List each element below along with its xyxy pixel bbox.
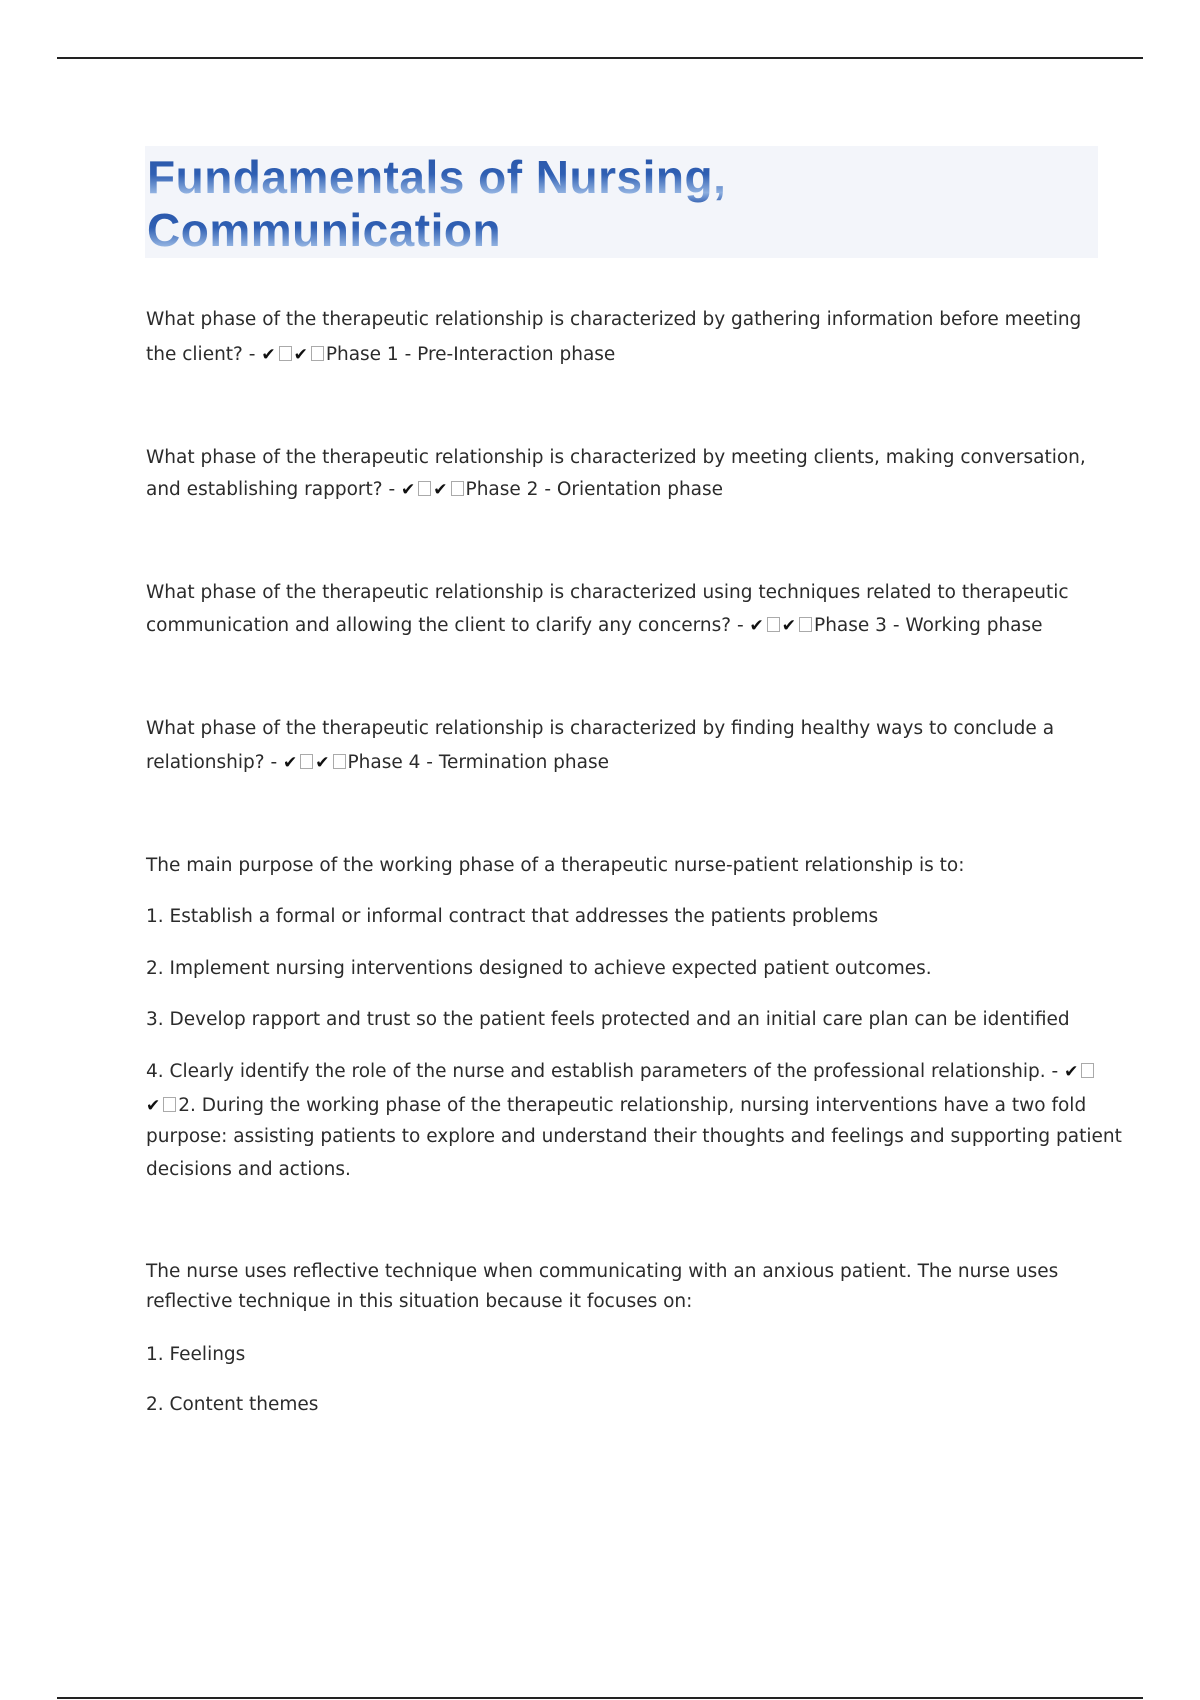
check-icon: ✔ [401,480,416,500]
check-icon: ✔ [1064,1062,1079,1082]
missing-glyph-icon [333,754,346,769]
answer-text: 2. During the working phase of the therapeutic relationship, nursing interventions have a two fold [178,1095,1087,1116]
purpose-question: The main purpose of the working phase of a therapeutic nurse-patient relationship is to: [146,855,965,876]
missing-glyph-icon [279,346,292,361]
missing-glyph-icon [767,617,780,632]
missing-glyph-icon [311,346,324,361]
bottom-rule [57,1697,1143,1699]
answer-text: Phase 3 - Working phase [814,615,1043,636]
question-3-text: What phase of the therapeutic relationship is characterized using techniques related to therapeutic [146,582,1069,603]
reflective-option-2: 2. Content themes [146,1394,319,1415]
reflective-option-1: 1. Feelings [146,1344,246,1365]
document-title-line-1: Fundamentals of Nursing, [147,151,727,203]
missing-glyph-icon [799,617,812,632]
question-prefix: and establishing rapport? - [146,479,402,500]
reflective-question-line-2: reflective technique in this situation because it focuses on: [146,1291,693,1312]
answer-text: Phase 1 - Pre-Interaction phase [325,344,616,365]
check-icon: ✔ [283,753,298,773]
check-icon: ✔ [293,345,308,365]
question-4-text: What phase of the therapeutic relationship is characterized by finding healthy ways to conclude a [146,718,1055,739]
option-text: 4. Clearly identify the role of the nurse and establish parameters of the professional relationship. - [146,1061,1065,1082]
question-prefix: the client? - [146,344,262,365]
missing-glyph-icon [300,754,313,769]
top-rule [57,57,1143,59]
question-prefix: relationship? - [146,752,283,773]
question-prefix: communication and allowing the client to clarify any concerns? - [146,615,750,636]
check-icon: ✔ [781,616,797,636]
check-icon: ✔ [749,616,764,636]
purpose-answer-line-3: decisions and actions. [146,1159,351,1180]
question-1-answer-line [146,343,615,367]
question-2-answer-line [146,478,723,502]
purpose-answer-line-1 [146,1094,1086,1118]
question-2-text: What phase of the therapeutic relationship is characterized by meeting clients, making conversation, [146,447,1086,468]
answer-text: Phase 2 - Orientation phase [465,479,724,500]
missing-glyph-icon [451,481,464,496]
check-icon: ✔ [433,480,448,500]
purpose-option-3: 3. Develop rapport and trust so the patient feels protected and an initial care plan can be identified [146,1009,1070,1030]
question-3-answer-line [146,614,1043,638]
question-1-text: What phase of the therapeutic relationship is characterized by gathering information before meeting [146,309,1082,330]
question-4-answer-line [146,751,609,775]
check-icon: ✔ [315,753,330,773]
missing-glyph-icon [418,481,431,496]
check-icon: ✔ [146,1096,161,1116]
missing-glyph-icon [163,1097,176,1112]
purpose-answer-line-2: purpose: assisting patients to explore and understand their thoughts and feelings and supporting patient [146,1126,1122,1147]
purpose-option-4 [146,1060,1096,1084]
answer-text: Phase 4 - Termination phase [347,752,610,773]
purpose-option-1: 1. Establish a formal or informal contract that addresses the patients problems [146,906,879,927]
document-title-line-2: Communication [147,204,502,256]
check-icon: ✔ [261,345,276,365]
purpose-option-2: 2. Implement nursing interventions designed to achieve expected patient outcomes. [146,958,932,979]
missing-glyph-icon [1081,1063,1094,1078]
reflective-question-line-1: The nurse uses reflective technique when communicating with an anxious patient. The nurse uses [146,1261,1059,1282]
